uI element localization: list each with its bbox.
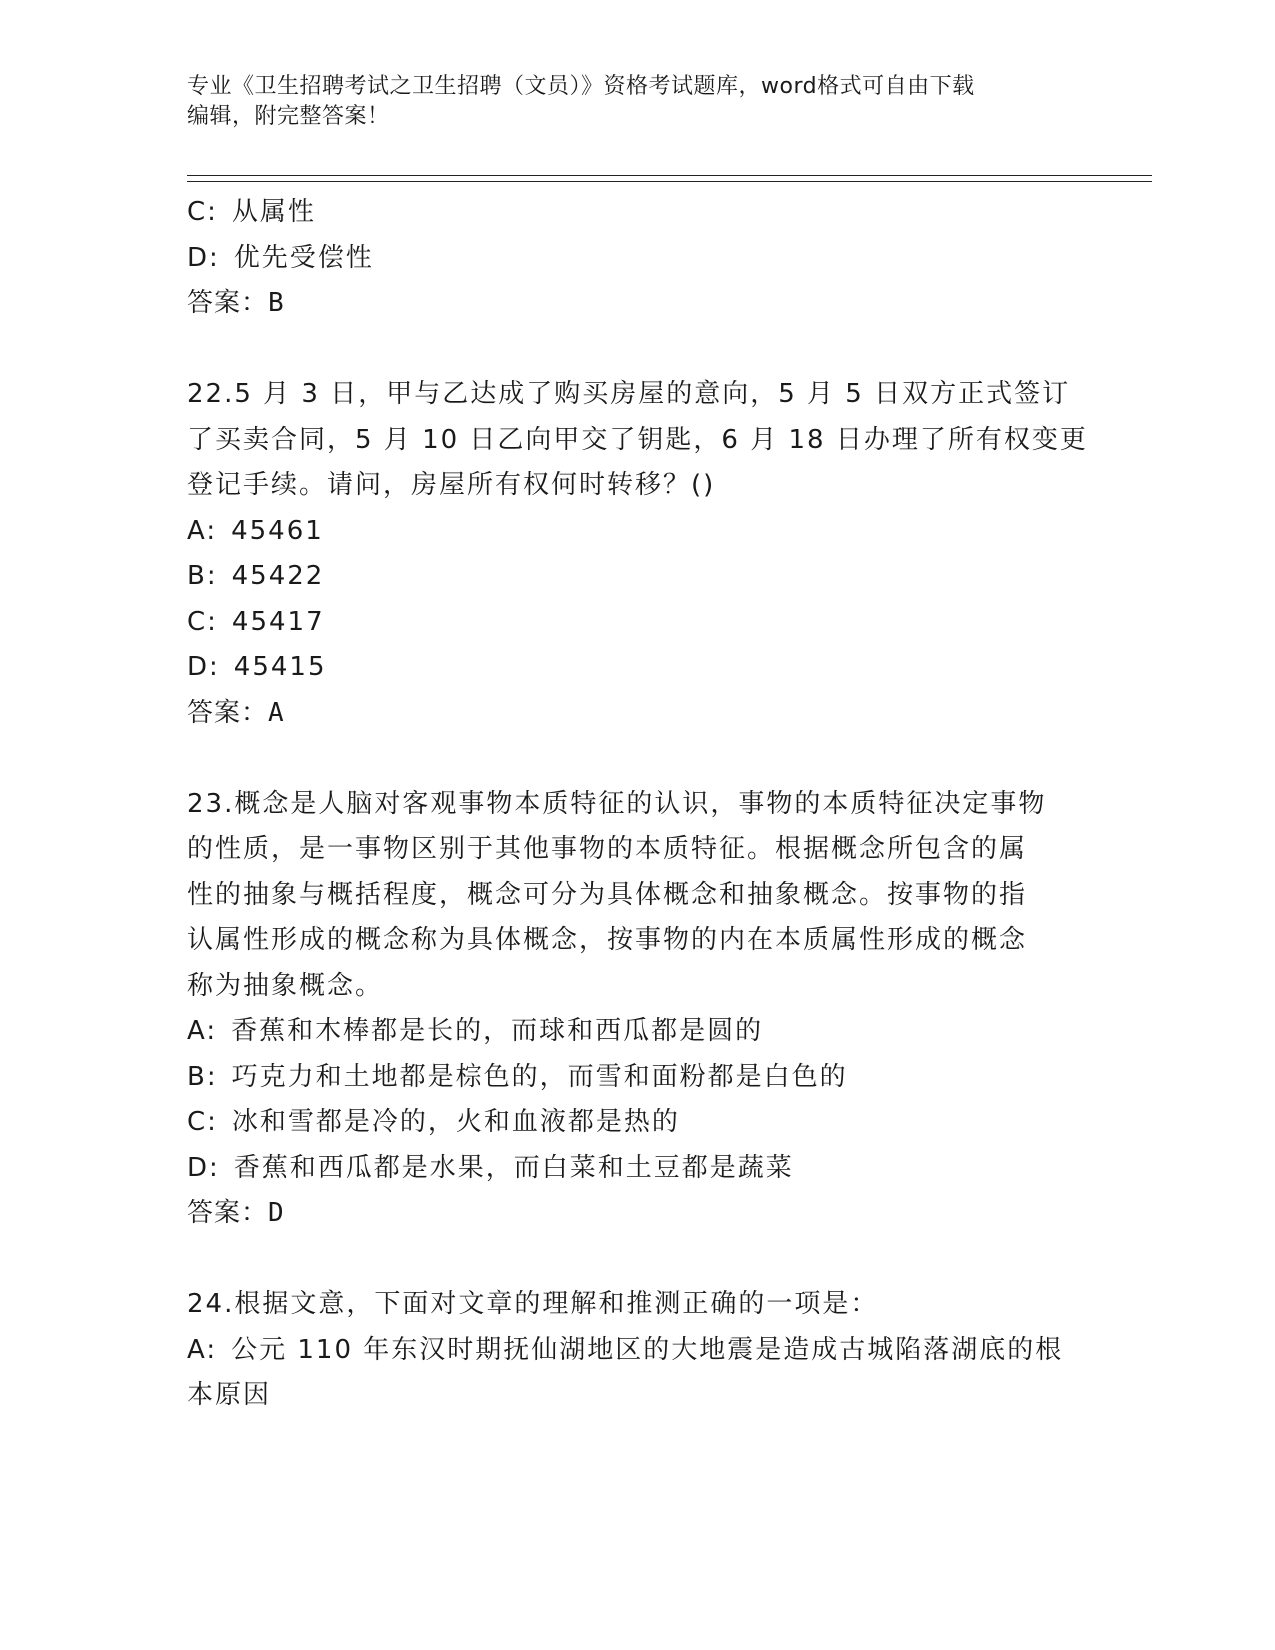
option-d: D: 香蕉和西瓜都是水果，而白菜和土豆都是蔬菜	[187, 1152, 794, 1183]
question-23	[187, 782, 1067, 1237]
question-text-line: 24.根据文意，下面对文章的理解和推测正确的一项是：	[187, 1289, 879, 1319]
option-continuation: 本原因	[187, 1380, 272, 1410]
option-a: A: 香蕉和木棒都是长的，而球和西瓜都是圆的	[187, 1016, 764, 1046]
question-text-line: 的性质，是一事物区别于其他事物的本质特征。根据概念所包含的属	[187, 834, 1028, 864]
question-22	[187, 372, 1088, 736]
question-21-tail	[187, 190, 1067, 327]
answer-line: 答案：D	[187, 1198, 285, 1228]
answer-line: 答案：A	[187, 697, 285, 728]
answer-line: 答案：B	[187, 288, 285, 318]
question-text-line: 称为抽象概念。	[187, 970, 384, 1001]
header-divider-bottom	[187, 181, 1152, 182]
document-body	[187, 190, 1088, 1419]
question-24	[187, 1282, 1067, 1419]
option-c: C: 从属性	[187, 197, 316, 227]
question-text-line: 22.5 月 3 日，甲与乙达成了购买房屋的意向，5 月 5 日双方正式签订	[187, 379, 1071, 409]
option-c: C: 45417	[187, 606, 325, 637]
header-line-2: 编辑，附完整答案！	[187, 104, 390, 129]
option-a: A: 公元 110 年东汉时期抚仙湖地区的大地震是造成古城陷落湖底的根	[187, 1334, 1064, 1365]
question-text-line: 登记手续。请问，房屋所有权何时转移？()	[187, 470, 716, 500]
question-text-line: 23.概念是人脑对客观事物本质特征的认识，事物的本质特征决定事物	[187, 788, 1047, 819]
option-a: A: 45461	[187, 515, 324, 546]
question-text-line: 性的抽象与概括程度，概念可分为具体概念和抽象概念。按事物的指	[187, 879, 1028, 910]
question-text-line: 了买卖合同，5 月 10 日乙向甲交了钥匙，6 月 18 日办理了所有权变更	[187, 424, 1088, 455]
option-d: D: 优先受偿性	[187, 242, 374, 273]
option-c: C: 冰和雪都是冷的，火和血液都是热的	[187, 1107, 680, 1137]
header-divider-top	[187, 175, 1152, 176]
header-line-1: 专业《卫生招聘考试之卫生招聘（文员）》资格考试题库，word格式可自由下载	[187, 74, 975, 99]
option-b: B: 巧克力和土地都是棕色的，而雪和面粉都是白色的	[187, 1061, 848, 1092]
question-text-line: 认属性形成的概念称为具体概念，按事物的内在本质属性形成的概念	[187, 925, 1028, 955]
document-header	[187, 72, 1067, 132]
option-b: B: 45422	[187, 561, 325, 591]
option-d: D: 45415	[187, 652, 327, 682]
